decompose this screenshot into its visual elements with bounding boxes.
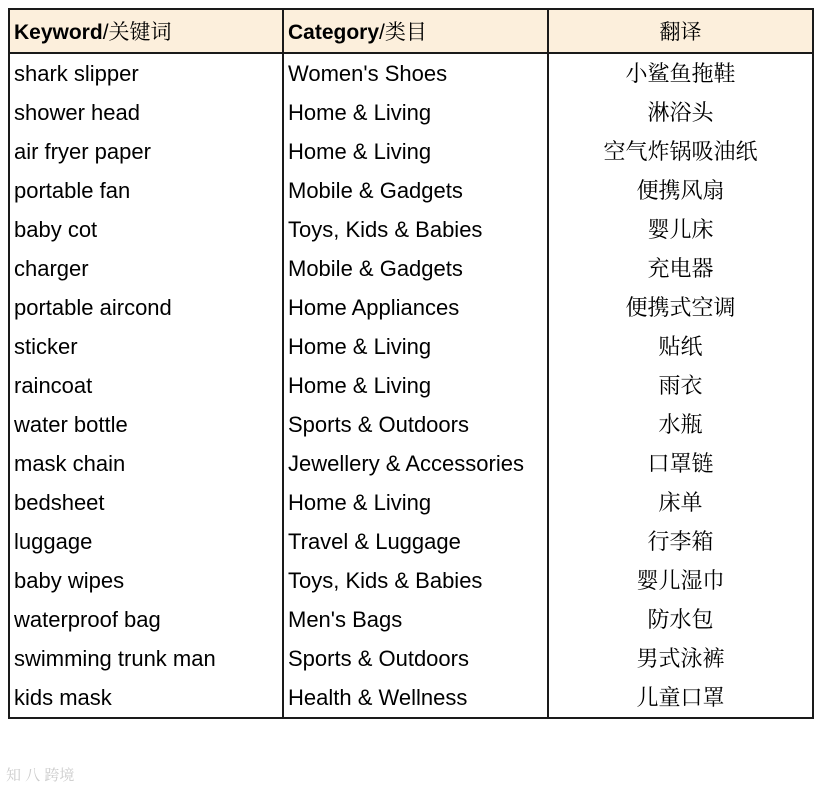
keyword-cell: shower head — [9, 93, 283, 132]
translation-cell: 小鲨鱼拖鞋 — [548, 53, 813, 93]
header-keyword-cn: /关键词 — [102, 21, 172, 44]
table-row — [9, 171, 813, 210]
category-cell: Home & Living — [283, 366, 548, 405]
table-row — [9, 522, 813, 561]
translation-cell: 空气炸锅吸油纸 — [548, 132, 813, 171]
category-cell: Travel & Luggage — [283, 522, 548, 561]
keyword-cell: swimming trunk man — [9, 639, 283, 678]
translation-cell: 充电器 — [548, 249, 813, 288]
translation-cell: 淋浴头 — [548, 93, 813, 132]
keyword-cell: bedsheet — [9, 483, 283, 522]
translation-cell: 便携式空调 — [548, 288, 813, 327]
table-row — [9, 600, 813, 639]
translation-cell: 儿童口罩 — [548, 678, 813, 718]
category-cell: Home & Living — [283, 93, 548, 132]
keyword-cell: kids mask — [9, 678, 283, 718]
table-row — [9, 483, 813, 522]
keyword-cell: shark slipper — [9, 53, 283, 93]
table-row — [9, 249, 813, 288]
header-category-cn: /类目 — [379, 21, 427, 44]
table-row — [9, 132, 813, 171]
translation-cell: 行李箱 — [548, 522, 813, 561]
category-cell: Sports & Outdoors — [283, 405, 548, 444]
header-category — [283, 9, 548, 53]
keyword-cell: sticker — [9, 327, 283, 366]
translation-cell: 婴儿床 — [548, 210, 813, 249]
keyword-cell: luggage — [9, 522, 283, 561]
category-cell: Home & Living — [283, 132, 548, 171]
translation-cell: 男式泳裤 — [548, 639, 813, 678]
translation-cell: 防水包 — [548, 600, 813, 639]
translation-cell: 口罩链 — [548, 444, 813, 483]
header-category-en: Category — [288, 21, 380, 44]
header-translation: 翻译 — [548, 9, 813, 53]
category-cell: Men's Bags — [283, 600, 548, 639]
table-row — [9, 53, 813, 93]
translation-cell: 床单 — [548, 483, 813, 522]
category-cell: Toys, Kids & Babies — [283, 210, 548, 249]
table-row — [9, 561, 813, 600]
table-row — [9, 639, 813, 678]
keyword-cell: raincoat — [9, 366, 283, 405]
keyword-cell: baby wipes — [9, 561, 283, 600]
category-cell: Women's Shoes — [283, 53, 548, 93]
translation-cell: 婴儿湿巾 — [548, 561, 813, 600]
keyword-cell: mask chain — [9, 444, 283, 483]
translation-cell: 便携风扇 — [548, 171, 813, 210]
translation-cell: 雨衣 — [548, 366, 813, 405]
keyword-cell: waterproof bag — [9, 600, 283, 639]
category-cell: Home Appliances — [283, 288, 548, 327]
translation-cell: 水瓶 — [548, 405, 813, 444]
category-cell: Home & Living — [283, 327, 548, 366]
category-cell: Mobile & Gadgets — [283, 249, 548, 288]
table-row — [9, 210, 813, 249]
category-cell: Mobile & Gadgets — [283, 171, 548, 210]
table-row — [9, 93, 813, 132]
keyword-cell: water bottle — [9, 405, 283, 444]
table-row — [9, 327, 813, 366]
header-keyword-en: Keyword — [14, 21, 103, 44]
keyword-cell: portable fan — [9, 171, 283, 210]
category-cell: Jewellery & Accessories — [283, 444, 548, 483]
translation-cell: 贴纸 — [548, 327, 813, 366]
header-keyword — [9, 9, 283, 53]
table-row — [9, 405, 813, 444]
keyword-table — [8, 8, 814, 719]
table-body — [9, 53, 813, 718]
keyword-cell: charger — [9, 249, 283, 288]
table-row — [9, 288, 813, 327]
table-row — [9, 444, 813, 483]
category-cell: Toys, Kids & Babies — [283, 561, 548, 600]
keyword-cell: baby cot — [9, 210, 283, 249]
header-row — [9, 9, 813, 53]
category-cell: Home & Living — [283, 483, 548, 522]
watermark: 知 八 跨境 — [6, 767, 75, 784]
table-row — [9, 678, 813, 718]
keyword-cell: portable aircond — [9, 288, 283, 327]
category-cell: Sports & Outdoors — [283, 639, 548, 678]
table-row — [9, 366, 813, 405]
category-cell: Health & Wellness — [283, 678, 548, 718]
keyword-cell: air fryer paper — [9, 132, 283, 171]
